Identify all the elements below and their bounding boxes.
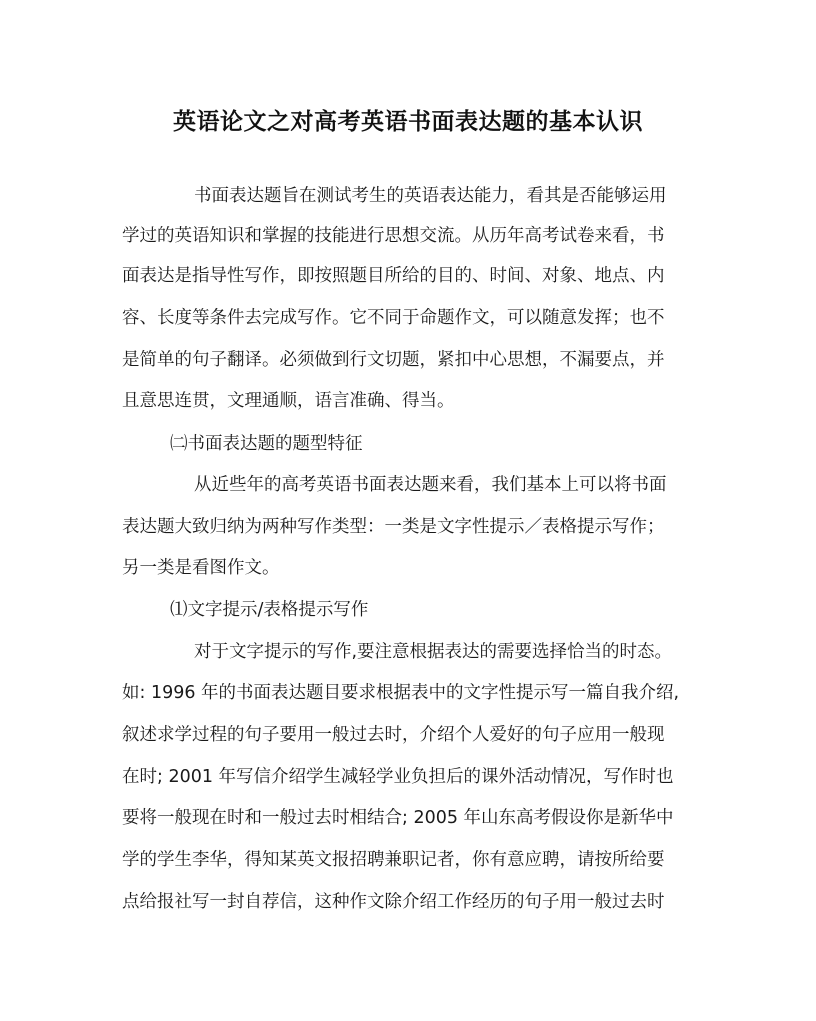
paragraph-line: 叙述求学过程的句子要用一般过去时，介绍个人爱好的句子应用一般现 bbox=[122, 725, 665, 745]
paragraph-line: 在时; 2001 年写信介绍学生减轻学业负担后的课外活动情况，写作时也 bbox=[122, 767, 674, 787]
document-title: 英语论文之对高考英语书面表达题的基本认识 bbox=[173, 108, 643, 135]
paragraph-line: 从近些年的高考英语书面表达题来看，我们基本上可以将书面 bbox=[194, 475, 667, 495]
paragraph-line: 如: 1996 年的书面表达题目要求根据表中的文字性提示写一篇自我介绍, bbox=[122, 683, 680, 703]
section-heading: ㈡书面表达题的题型特征 bbox=[170, 434, 363, 454]
paragraph-line: 表达题大致归纳为两种写作类型：一类是文字性提示／表格提示写作； bbox=[122, 517, 665, 537]
paragraph-line: 学过的英语知识和掌握的技能进行思想交流。从历年高考试卷来看，书 bbox=[122, 226, 665, 246]
paragraph-line: 另一类是看图作文。 bbox=[122, 558, 280, 578]
paragraph-line: 是简单的句子翻译。必须做到行文切题，紧扣中心思想，不漏要点，并 bbox=[122, 350, 665, 370]
paragraph-line: 且意思连贯，文理通顺，语言准确、得当。 bbox=[122, 391, 455, 411]
subsection-heading: ⑴文字提示/表格提示写作 bbox=[170, 600, 369, 620]
paragraph-line: 面表达是指导性写作，即按照题目所给的目的、时间、对象、地点、内 bbox=[122, 266, 665, 286]
paragraph-line: 要将一般现在时和一般过去时相结合; 2005 年山东高考假设你是新华中 bbox=[122, 808, 674, 828]
paragraph-line: 书面表达题旨在测试考生的英语表达能力，看其是否能够运用 bbox=[194, 186, 667, 206]
paragraph-line: 学的学生李华，得知某英文报招聘兼职记者，你有意应聘，请按所给要 bbox=[122, 850, 665, 870]
paragraph-line: 对于文字提示的写作,要注意根据表达的需要选择恰当的时态。 bbox=[194, 642, 673, 662]
paragraph-line: 点给报社写一封自荐信，这种作文除介绍工作经历的句子用一般过去时 bbox=[122, 892, 665, 912]
paragraph-line: 容、长度等条件去完成写作。它不同于命题作文，可以随意发挥；也不 bbox=[122, 308, 665, 328]
